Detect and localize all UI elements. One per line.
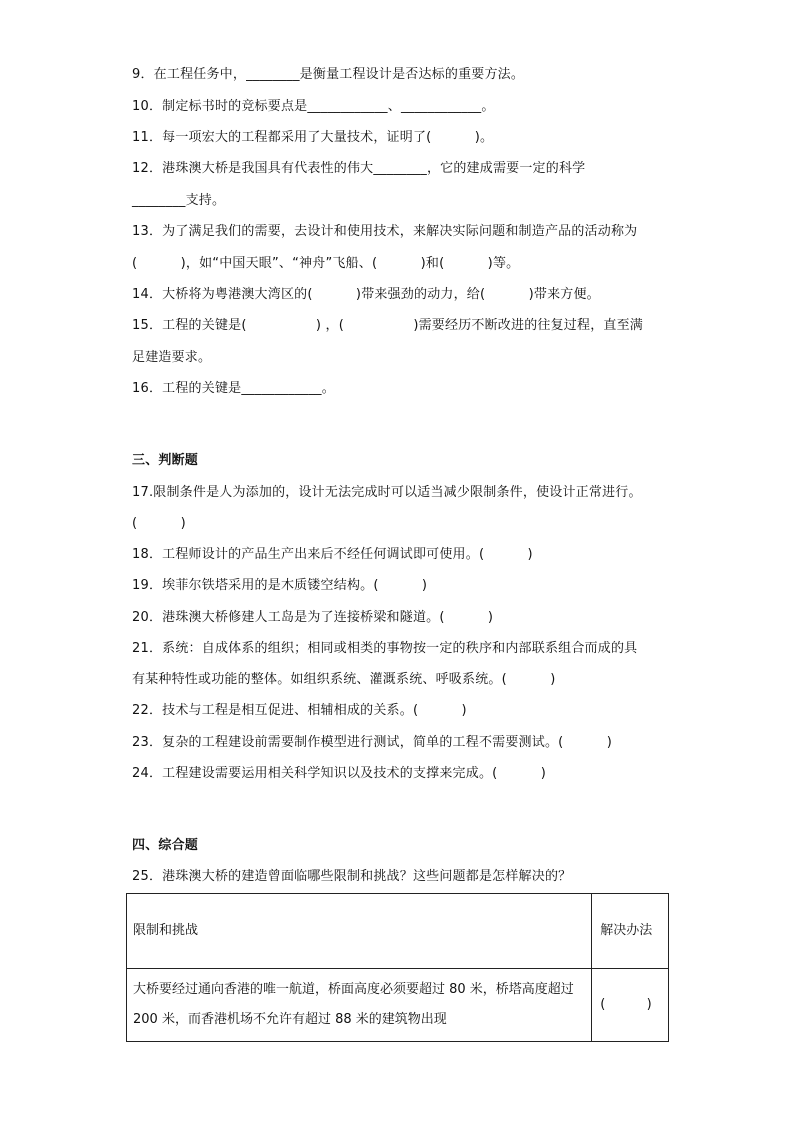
question-9: 9．在工程任务中，________是衡量工程设计是否达标的重要方法。 — [132, 67, 525, 82]
table-header-solution: 解决办法 — [592, 894, 669, 969]
question-19: 19．埃菲尔铁塔采用的是木质镂空结构。( ) — [132, 578, 428, 593]
question-17-line1: 17.限制条件是人为添加的，设计无法完成时可以适当减少限制条件，使设计正常进行。 — [132, 485, 642, 500]
question-15-line2: 足建造要求。 — [132, 350, 212, 365]
question-25: 25．港珠澳大桥的建造曾面临哪些限制和挑战？这些问题都是怎样解决的？ — [132, 869, 572, 884]
question-18: 18．工程师设计的产品生产出来后不经任何调试即可使用。( ) — [132, 547, 533, 562]
question-11: 11．每一项宏大的工程都采用了大量技术，证明了( )。 — [132, 130, 494, 145]
question-12-line1: 12．港珠澳大桥是我国具有代表性的伟大________，它的建成需要一定的科学 — [132, 161, 586, 176]
question-12-line2: ________支持。 — [132, 193, 226, 208]
question-21-line2: 有某种特性或功能的整体。如组织系统、灌溉系统、呼吸系统。( ) — [132, 672, 556, 687]
table-row — [127, 969, 669, 1042]
question-13-line2: ( )，如“中国天眼”、“神舟”飞船、( )和( )等。 — [132, 256, 520, 271]
answer-table — [126, 893, 669, 1042]
table-cell-solution-blank: ( ) — [592, 969, 669, 1042]
table-header-row — [127, 894, 669, 969]
question-17-line2: ( ) — [132, 516, 186, 531]
question-23: 23．复杂的工程建设前需要制作模型进行测试，简单的工程不需要测试。( ) — [132, 735, 613, 750]
question-24: 24．工程建设需要运用相关科学知识以及技术的支撑来完成。( ) — [132, 766, 547, 781]
section-4-heading: 四、综合题 — [132, 838, 199, 853]
question-10: 10．制定标书时的竞标要点是____________、____________。 — [132, 99, 495, 114]
question-22: 22．技术与工程是相互促进、相辅相成的关系。( ) — [132, 703, 467, 718]
question-21-line1: 21．系统：自成体系的组织；相同或相类的事物按一定的秩序和内部联系组合而成的具 — [132, 641, 638, 656]
question-15-line1: 15．工程的关键是( ) ，( )需要经历不断改进的往复过程，直至满 — [132, 318, 643, 333]
section-3-heading: 三、判断题 — [132, 453, 199, 468]
question-13-line1: 13．为了满足我们的需要，去设计和使用技术，来解决实际问题和制造产品的活动称为 — [132, 224, 638, 239]
question-14: 14．大桥将为粤港澳大湾区的( )带来强劲的动力，给( )带来方便。 — [132, 287, 600, 302]
question-20: 20．港珠澳大桥修建人工岛是为了连接桥梁和隧道。( ) — [132, 610, 494, 625]
table-cell-challenge: 大桥要经过通向香港的唯一航道，桥面高度必须要超过 80 米，桥塔高度超过 200 米，而香港机场不允许有超过 88 米的建筑物出现 — [127, 969, 592, 1042]
table-header-challenges: 限制和挑战 — [127, 894, 592, 969]
question-16: 16．工程的关键是____________。 — [132, 381, 335, 396]
